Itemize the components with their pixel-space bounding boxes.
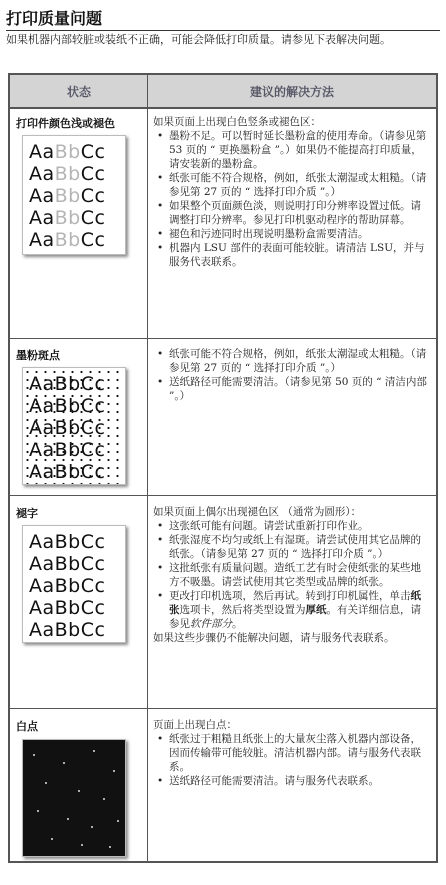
list-item: • 这批纸张有质量问题。造纸工艺有时会使纸张的某些地方不吸墨。请尝试使用其它类型或品牌的纸张。 [153,561,430,589]
troubleshooting-table [8,73,438,863]
list-item: • 纸张可能不符合规格，例如，纸张太潮湿或太粗糙。（请参见第 27 页的 “ 选择打印介质 ”。） [153,171,430,199]
sample-line: AaBbCc [29,417,106,439]
sample-line: AaBbCc [29,185,106,207]
list-item: • 墨粉不足。可以暂时延长墨粉盒的使用寿命。（请参见第 53 页的 “ 更换墨粉盒 ”。）如果仍不能提高打印质量，请安装新的墨粉盒。 [153,129,430,171]
list-item: • 送纸路径可能需要清洁。（请参见第 50 页的 “ 清洁内部 ”。） [153,375,430,403]
row-divider [10,495,436,496]
state-label: 褪字 [16,507,38,520]
state-label: 墨粉斑点 [16,349,60,362]
sample-line: AaBbCc [29,619,106,641]
white-spots-sample [22,739,126,857]
page-title: 打印质量问题 [6,9,103,28]
row-divider [10,338,436,339]
solution-lead: 页面上出现白点： [153,719,237,731]
solution-cell [153,347,430,403]
intro-text: 如果机器内部较脏或装纸不正确，可能会降低打印质量。请参见下表解决问题。 [6,33,391,46]
software-section-ref: 软件部分 [190,618,232,630]
sample-line: AaBbCc [29,395,106,417]
list-item: • 如果整个页面颜色淡，则说明打印分辨率设置过低。请调整打印分辨率。参见打印机驱动程序的帮助屏幕。 [153,199,430,227]
sample-line: AaBbCc [29,575,106,597]
title-rule [6,30,440,31]
sample-line: AaBbCc [29,207,106,229]
solution-lead: 如果页面上偶尔出现褪色区 （通常为圆形）： [153,506,362,518]
list-item: • 机器内 LSU 部件的表面可能较脏。请清洁 LSU，并与服务代表联系。 [153,241,430,269]
sample-line: AaBbCc [29,163,106,185]
solution-lead: 如果页面上出现白色竖条或褪色区： [153,116,321,128]
list-item: • 纸张过于粗糙且纸张上的大量灰尘落入机器内部设备，因而传输带可能较脏。清洁机器内部。请与服务代表联系。 [153,732,430,774]
table-header [10,75,436,109]
solution-tail: 如果这些步骤仍不能解决问题，请与服务代表联系。 [153,632,395,644]
header-solution: 建议的解决方法 [249,85,334,99]
sample-line: AaBbCc [29,229,106,251]
faded-print-sample [22,135,126,255]
solution-cell [153,718,430,788]
row-divider [10,708,436,709]
toner-specks-sample [22,367,126,485]
dropout-sample [22,525,126,643]
state-label: 打印件颜色浅或褪色 [16,117,115,130]
sample-line: AaBbCc [29,373,106,395]
solution-cell [153,115,430,269]
sample-line: AaBbCc [29,461,106,483]
sample-line: AaBbCc [29,597,106,619]
sample-line: AaBbCc [29,531,106,553]
list-item: • 这张纸可能有问题。请尝试重新打印作业。 [153,519,430,533]
column-divider [147,75,148,861]
list-item: • 更改打印机选项，然后再试。转到打印机属性，单击纸张选项卡，然后将类型设置为厚纸。有关详细信息，请参见软件部分。 [153,589,430,631]
list-item: • 纸张可能不符合规格，例如，纸张太潮湿或太粗糙。（请参见第 27 页的 “ 选择打印介质 ”。） [153,347,430,375]
thick-paper-label: 厚纸 [305,604,327,616]
sample-line: AaBbCc [29,439,106,461]
list-item: • 褪色和污迹同时出现说明墨粉盒需要清洁。 [153,227,430,241]
sample-line: AaBbCc [29,141,106,163]
header-state: 状态 [66,85,91,99]
paper-tab-label: 纸张 [169,590,421,616]
sample-line: AaBbCc [29,553,106,575]
state-label: 白点 [16,720,38,733]
list-item: • 送纸路径可能需要清洁。请与服务代表联系。 [153,774,430,788]
solution-cell [153,505,430,645]
list-item: • 纸张湿度不均匀或纸上有湿斑。请尝试使用其它品牌的纸张。（请参见第 27 页的 “ 选择打印介质 ”。） [153,533,430,561]
